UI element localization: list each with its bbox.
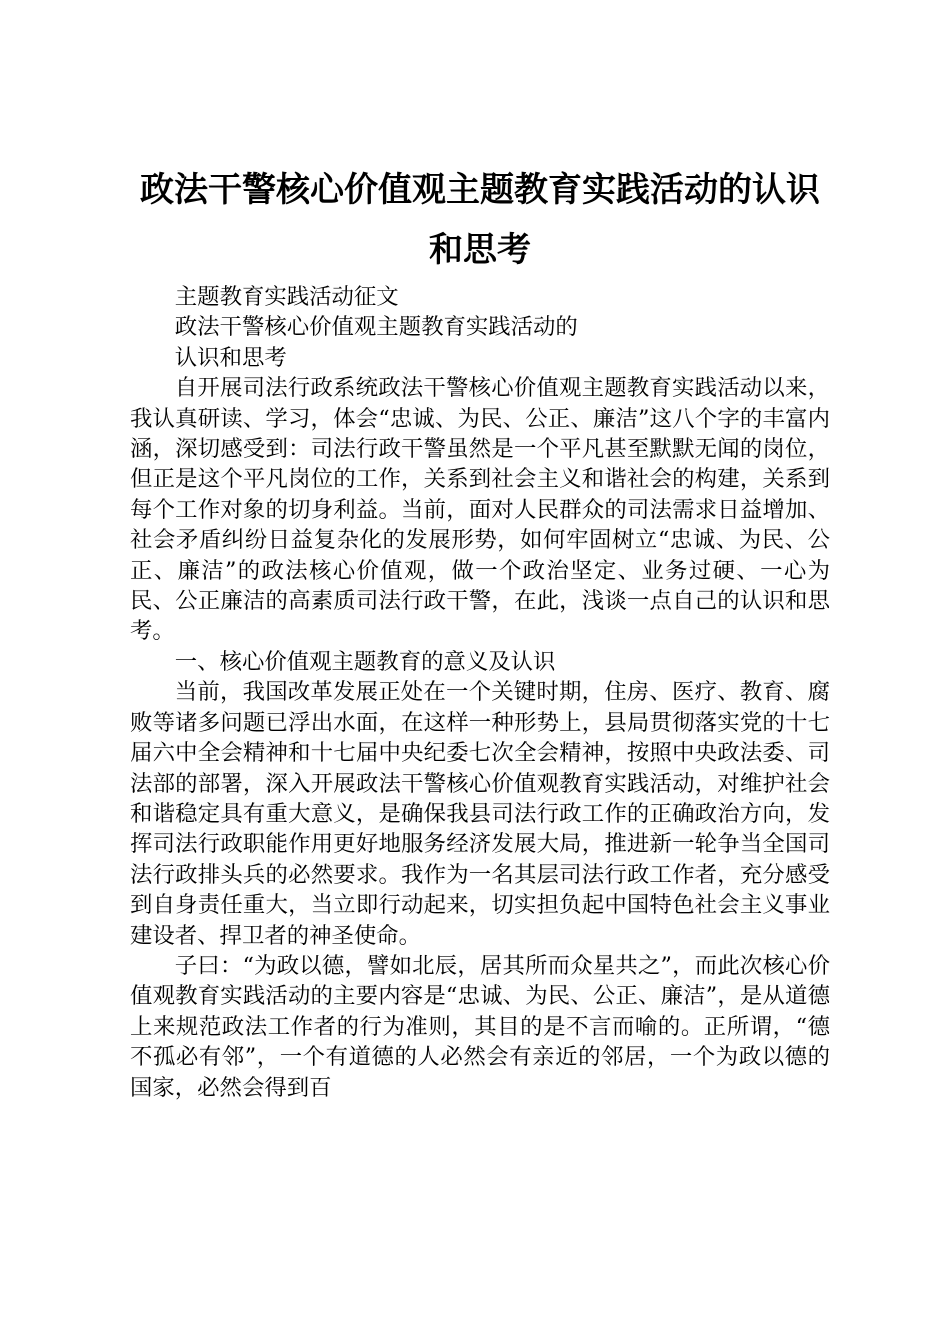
section-heading-1: 一、核心价值观主题教育的意义及认识	[174, 648, 556, 675]
document-body	[130, 282, 830, 1103]
title-line-2: 和思考	[429, 230, 531, 270]
title-line-1: 政法干警核心价值观主题教育实践活动的认识	[140, 170, 820, 210]
document-title	[130, 160, 830, 280]
paragraph-confucius: 子曰：“为政以德，譬如北辰，居其所而众星共之”，而此次核心价值观教育实践活动的主要内容是“忠诚、为民、公正、廉洁”，是从道德上来规范政法工作者的行为准则，其目的是不言而喻的。正所谓，“德不孤必有邻”，一个有道德的人必然会有亲近的邻居，一个为政以德的国家，必然会得到百	[130, 952, 830, 1101]
subheading-essay: 主题教育实践活动征文	[174, 284, 399, 310]
document-page	[130, 160, 830, 1103]
subheading-title-line-1: 政法干警核心价值观主题教育实践活动的	[174, 314, 578, 341]
paragraph-intro: 自开展司法行政系统政法干警核心价值观主题教育实践活动以来，我认真研读、学习，体会“忠诚、为民、公正、廉洁”这八个字的丰富内涵，深切感受到：司法行政干警虽然是一个平凡甚至默默无闻的岗位，但正是这个平凡岗位的工作，关系到社会主义和谐社会的构建，关系到每个工作对象的切身利益。当前，面对人民群众的司法需求日益增加、社会矛盾纠纷日益复杂化的发展形势，如何牢固树立“忠诚、为民、公正、廉洁”的政法核心价值观，做一个政治坚定、业务过硬、一心为民、公正廉洁的高素质司法行政干警，在此，浅谈一点自己的认识和思考。	[130, 375, 830, 645]
paragraph-section-1: 当前，我国改革发展正处在一个关键时期，住房、医疗、教育、腐败等诸多问题已浮出水面，在这样一种形势上，县局贯彻落实党的十七届六中全会精神和十七届中央纪委七次全会精神，按照中央政法委、司法部的部署，深入开展政法干警核心价值观教育实践活动，对维护社会和谐稳定具有重大意义，是确保我县司法行政工作的正确政治方向，发挥司法行政职能作用更好地服务经济发展大局，推进新一轮争当全国司法行政排头兵的必然要求。我作为一名其层司法行政工作者，充分感受到自身责任重大，当立即行动起来，切实担负起中国特色社会主义事业建设者、捍卫者的神圣使命。	[130, 679, 830, 949]
subheading-title-line-2: 认识和思考	[174, 344, 287, 371]
